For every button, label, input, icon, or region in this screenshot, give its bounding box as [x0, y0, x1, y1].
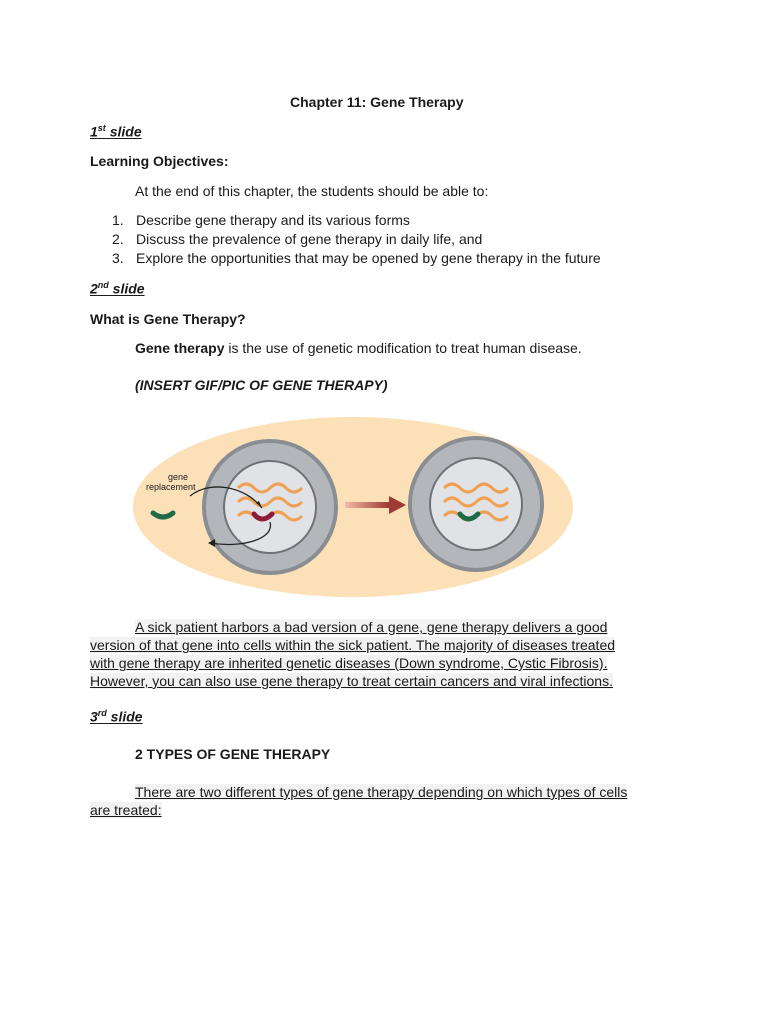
paragraph-line: A sick patient harbors a bad version of a gene, gene therapy delivers a good	[135, 619, 608, 635]
objective-item	[112, 231, 482, 247]
slide-2-word: slide	[108, 280, 145, 297]
types-explanation	[90, 783, 670, 819]
left-cell-nucleus	[224, 461, 316, 553]
definition-text: is the use of genetic modification to treat human disease.	[224, 340, 582, 356]
gene-therapy-explanation	[90, 618, 670, 690]
slide-1-number: 1	[90, 123, 98, 140]
gene-therapy-definition	[135, 340, 582, 356]
gene-therapy-figure	[130, 410, 580, 600]
what-is-gene-therapy-heading: What is Gene Therapy?	[90, 311, 246, 327]
figure-label-replacement: replacement	[146, 482, 196, 492]
objective-number: 3.	[112, 250, 124, 266]
objective-text: Explore the opportunities that may be opened by gene therapy in the future	[136, 250, 601, 266]
paragraph-line: are treated:	[90, 802, 162, 818]
slide-1-suffix: st	[97, 123, 106, 133]
slide-3-suffix: rd	[97, 708, 107, 718]
right-cell	[408, 436, 544, 572]
paragraph-line: However, you can also use gene therapy to treat certain cancers and viral infections.	[90, 673, 613, 689]
paragraph-line: with gene therapy are inherited genetic diseases (Down syndrome, Cystic Fibrosis).	[90, 655, 608, 671]
objective-number: 1.	[112, 212, 124, 228]
objective-item	[112, 250, 601, 266]
types-of-gene-therapy-heading: 2 TYPES OF GENE THERAPY	[135, 746, 331, 762]
insert-image-note: (INSERT GIF/PIC OF GENE THERAPY)	[135, 377, 388, 393]
slide-1-label	[90, 123, 142, 140]
slide-3-label	[90, 708, 143, 725]
paragraph-line: There are two different types of gene therapy depending on which types of cells	[135, 784, 628, 800]
slide-2-label	[90, 280, 145, 297]
objective-text: Describe gene therapy and its various forms	[136, 212, 410, 228]
slide-2-suffix: nd	[97, 280, 109, 290]
objective-number: 2.	[112, 231, 124, 247]
definition-term: Gene therapy	[135, 340, 225, 356]
slide-3-number: 3	[90, 708, 98, 725]
paragraph-line: version of that gene into cells within the sick patient. The majority of diseases treated	[90, 637, 616, 653]
left-cell	[202, 439, 338, 575]
slide-3-word: slide	[106, 708, 143, 725]
slide-1-word: slide	[105, 123, 142, 140]
document-title: Chapter 11: Gene Therapy	[290, 94, 464, 110]
transition-arrow-shaft	[345, 502, 389, 508]
objectives-intro: At the end of this chapter, the students should be able to:	[135, 183, 489, 199]
objective-text: Discuss the prevalence of gene therapy in daily life, and	[136, 231, 483, 247]
figure-label-gene: gene	[168, 472, 189, 482]
objective-item	[112, 212, 410, 228]
learning-objectives-heading: Learning Objectives:	[90, 153, 229, 169]
slide-2-number: 2	[90, 280, 98, 297]
